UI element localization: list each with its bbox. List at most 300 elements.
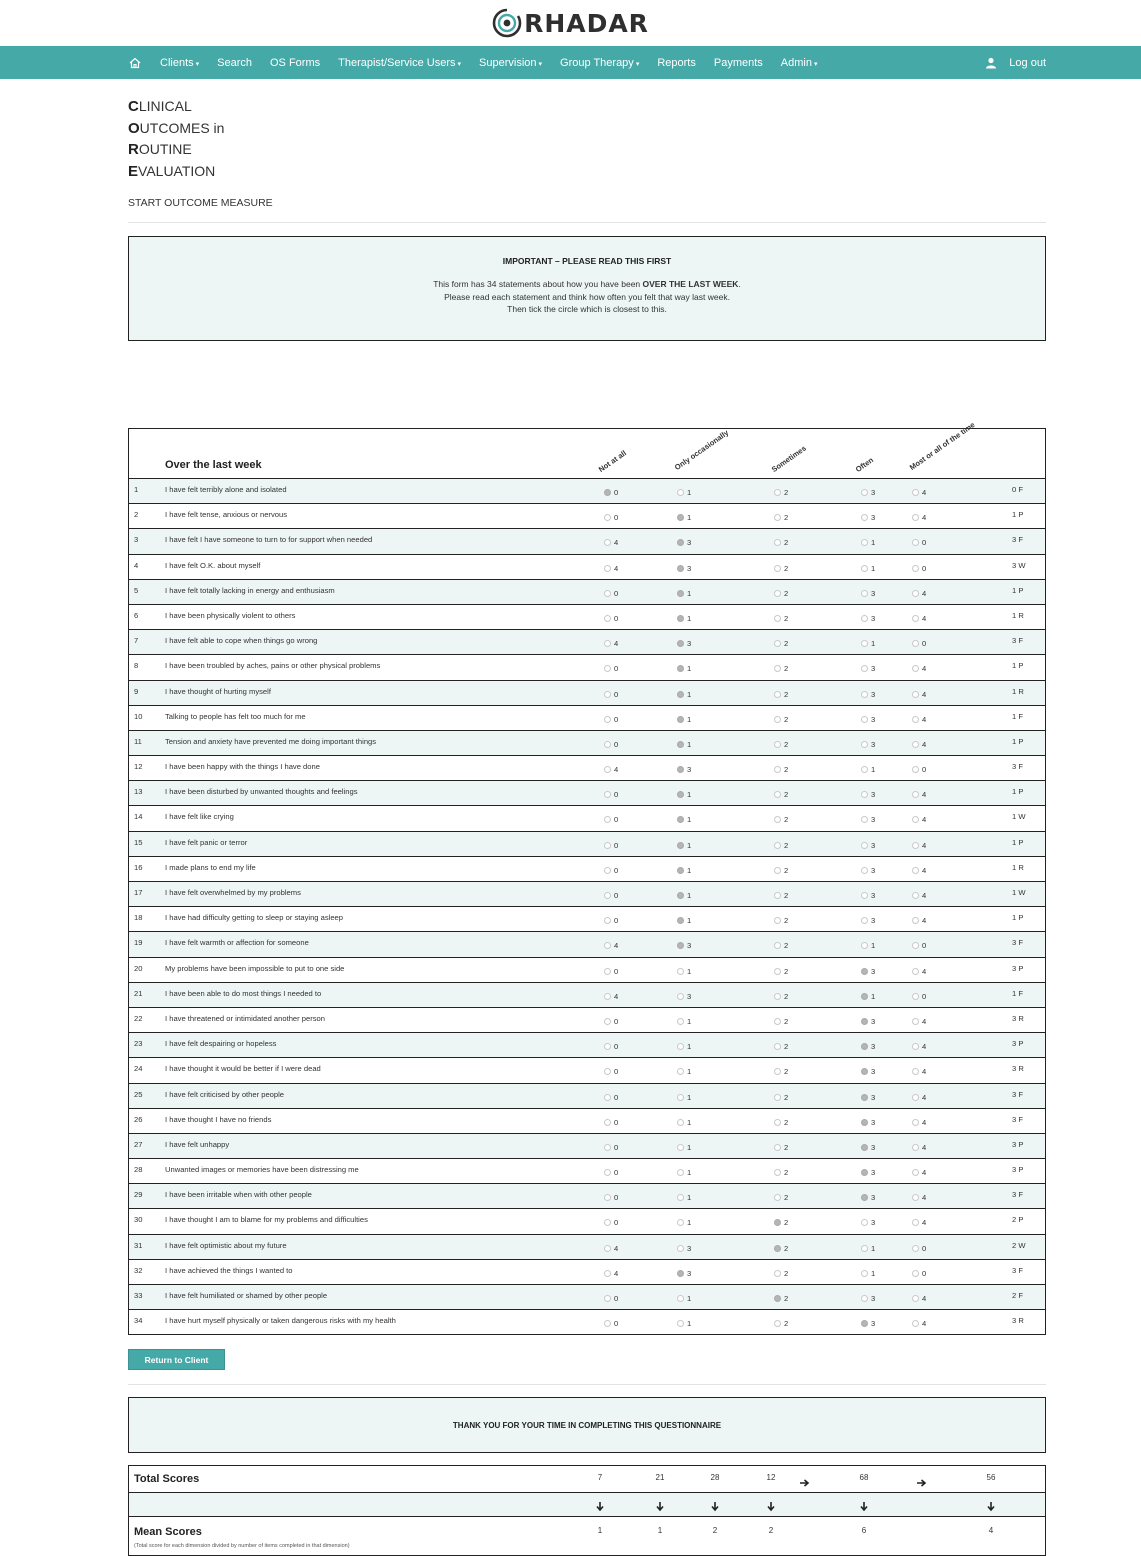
answer-option[interactable] [677, 614, 691, 623]
radio-button[interactable] [604, 791, 611, 798]
radio-button[interactable] [774, 993, 781, 1000]
answer-option[interactable] [604, 1168, 618, 1177]
answer-option[interactable] [677, 1143, 691, 1152]
answer-option[interactable] [861, 815, 875, 824]
nav-item-therapist-service-users[interactable] [338, 57, 461, 69]
answer-option[interactable] [677, 564, 691, 573]
answer-option[interactable] [604, 589, 618, 598]
radio-button[interactable] [912, 1068, 919, 1075]
radio-button[interactable] [861, 640, 868, 647]
answer-option[interactable] [861, 765, 875, 774]
answer-option[interactable] [604, 1218, 618, 1227]
radio-button[interactable] [604, 1018, 611, 1025]
radio-button[interactable] [912, 766, 919, 773]
answer-option[interactable] [604, 538, 618, 547]
answer-option[interactable] [774, 967, 788, 976]
radio-button[interactable] [774, 1169, 781, 1176]
answer-option[interactable] [912, 639, 926, 648]
radio-button[interactable] [912, 842, 919, 849]
radio-button[interactable] [861, 816, 868, 823]
radio-button[interactable] [861, 867, 868, 874]
radio-button[interactable] [912, 1018, 919, 1025]
radio-button[interactable] [912, 1320, 919, 1327]
nav-item-group-therapy[interactable] [560, 57, 639, 69]
answer-option[interactable] [677, 1294, 691, 1303]
radio-button[interactable] [861, 917, 868, 924]
radio-button[interactable] [774, 1320, 781, 1327]
radio-button[interactable] [912, 640, 919, 647]
nav-item-search[interactable] [217, 57, 252, 69]
radio-button[interactable] [861, 1219, 868, 1226]
answer-option[interactable] [677, 664, 691, 673]
answer-option[interactable] [861, 1017, 875, 1026]
answer-option[interactable] [912, 815, 926, 824]
answer-option[interactable] [912, 790, 926, 799]
radio-button[interactable] [861, 691, 868, 698]
radio-button[interactable] [912, 691, 919, 698]
radio-button[interactable] [861, 514, 868, 521]
radio-button[interactable] [774, 716, 781, 723]
radio-button[interactable] [677, 741, 684, 748]
answer-option[interactable] [861, 1042, 875, 1051]
answer-option[interactable] [774, 614, 788, 623]
radio-button[interactable] [861, 615, 868, 622]
answer-option[interactable] [604, 866, 618, 875]
answer-option[interactable] [912, 1218, 926, 1227]
answer-option[interactable] [912, 841, 926, 850]
radio-button[interactable] [774, 1068, 781, 1075]
home-icon[interactable] [128, 56, 142, 70]
radio-button[interactable] [677, 590, 684, 597]
radio-button[interactable] [774, 791, 781, 798]
radio-button[interactable] [604, 665, 611, 672]
radio-button[interactable] [604, 691, 611, 698]
answer-option[interactable] [774, 992, 788, 1001]
answer-option[interactable] [861, 916, 875, 925]
radio-button[interactable] [677, 892, 684, 899]
nav-item-payments[interactable] [714, 57, 763, 69]
nav-item-os-forms[interactable] [270, 57, 320, 69]
radio-button[interactable] [604, 1270, 611, 1277]
answer-option[interactable] [774, 1143, 788, 1152]
answer-option[interactable] [774, 664, 788, 673]
radio-button[interactable] [774, 1295, 781, 1302]
answer-option[interactable] [677, 1093, 691, 1102]
answer-option[interactable] [677, 815, 691, 824]
answer-option[interactable] [861, 1319, 875, 1328]
answer-option[interactable] [774, 866, 788, 875]
answer-option[interactable] [912, 1143, 926, 1152]
radio-button[interactable] [604, 993, 611, 1000]
radio-button[interactable] [774, 1018, 781, 1025]
answer-option[interactable] [861, 664, 875, 673]
answer-option[interactable] [774, 488, 788, 497]
radio-button[interactable] [677, 1144, 684, 1151]
answer-option[interactable] [912, 967, 926, 976]
answer-option[interactable] [677, 538, 691, 547]
logout-link[interactable]: Log out [1009, 56, 1046, 69]
radio-button[interactable] [604, 917, 611, 924]
answer-option[interactable] [912, 941, 926, 950]
radio-button[interactable] [677, 766, 684, 773]
radio-button[interactable] [774, 489, 781, 496]
answer-option[interactable] [861, 564, 875, 573]
answer-option[interactable] [604, 1294, 618, 1303]
answer-option[interactable] [912, 1193, 926, 1202]
radio-button[interactable] [774, 816, 781, 823]
answer-option[interactable] [861, 715, 875, 724]
radio-button[interactable] [604, 1144, 611, 1151]
radio-button[interactable] [677, 1320, 684, 1327]
radio-button[interactable] [677, 791, 684, 798]
radio-button[interactable] [774, 1245, 781, 1252]
radio-button[interactable] [677, 816, 684, 823]
answer-option[interactable] [677, 1193, 691, 1202]
radio-button[interactable] [861, 791, 868, 798]
radio-button[interactable] [604, 766, 611, 773]
radio-button[interactable] [912, 489, 919, 496]
answer-option[interactable] [861, 1168, 875, 1177]
answer-option[interactable] [604, 1017, 618, 1026]
answer-option[interactable] [774, 1218, 788, 1227]
radio-button[interactable] [677, 1094, 684, 1101]
radio-button[interactable] [774, 867, 781, 874]
answer-option[interactable] [604, 891, 618, 900]
radio-button[interactable] [677, 993, 684, 1000]
radio-button[interactable] [604, 1043, 611, 1050]
answer-option[interactable] [677, 1042, 691, 1051]
radio-button[interactable] [604, 590, 611, 597]
radio-button[interactable] [912, 791, 919, 798]
answer-option[interactable] [774, 891, 788, 900]
radio-button[interactable] [861, 1320, 868, 1327]
answer-option[interactable] [861, 1093, 875, 1102]
answer-option[interactable] [677, 1319, 691, 1328]
answer-option[interactable] [861, 740, 875, 749]
radio-button[interactable] [912, 867, 919, 874]
answer-option[interactable] [604, 1093, 618, 1102]
answer-option[interactable] [774, 1319, 788, 1328]
answer-option[interactable] [774, 790, 788, 799]
answer-option[interactable] [774, 538, 788, 547]
radio-button[interactable] [861, 968, 868, 975]
answer-option[interactable] [912, 589, 926, 598]
answer-option[interactable] [604, 790, 618, 799]
radio-button[interactable] [604, 1068, 611, 1075]
radio-button[interactable] [774, 565, 781, 572]
radio-button[interactable] [912, 892, 919, 899]
answer-option[interactable] [912, 1244, 926, 1253]
answer-option[interactable] [912, 1093, 926, 1102]
radio-button[interactable] [774, 917, 781, 924]
answer-option[interactable] [677, 715, 691, 724]
radio-button[interactable] [861, 766, 868, 773]
radio-button[interactable] [677, 1245, 684, 1252]
radio-button[interactable] [912, 1194, 919, 1201]
answer-option[interactable] [912, 866, 926, 875]
answer-option[interactable] [677, 1067, 691, 1076]
answer-option[interactable] [774, 1118, 788, 1127]
answer-option[interactable] [604, 841, 618, 850]
answer-option[interactable] [912, 488, 926, 497]
answer-option[interactable] [677, 916, 691, 925]
answer-option[interactable] [774, 690, 788, 699]
answer-option[interactable] [912, 1067, 926, 1076]
answer-option[interactable] [861, 538, 875, 547]
radio-button[interactable] [604, 1320, 611, 1327]
radio-button[interactable] [677, 1043, 684, 1050]
radio-button[interactable] [861, 716, 868, 723]
radio-button[interactable] [604, 842, 611, 849]
radio-button[interactable] [677, 514, 684, 521]
answer-option[interactable] [677, 513, 691, 522]
radio-button[interactable] [677, 615, 684, 622]
radio-button[interactable] [604, 1295, 611, 1302]
answer-option[interactable] [912, 1042, 926, 1051]
radio-button[interactable] [677, 968, 684, 975]
radio-button[interactable] [861, 1119, 868, 1126]
answer-option[interactable] [912, 765, 926, 774]
radio-button[interactable] [774, 1043, 781, 1050]
answer-option[interactable] [677, 589, 691, 598]
radio-button[interactable] [861, 1068, 868, 1075]
radio-button[interactable] [861, 565, 868, 572]
radio-button[interactable] [604, 539, 611, 546]
radio-button[interactable] [774, 691, 781, 698]
answer-option[interactable] [861, 513, 875, 522]
radio-button[interactable] [774, 640, 781, 647]
answer-option[interactable] [677, 740, 691, 749]
answer-option[interactable] [861, 1269, 875, 1278]
radio-button[interactable] [912, 1119, 919, 1126]
answer-option[interactable] [912, 891, 926, 900]
answer-option[interactable] [677, 992, 691, 1001]
radio-button[interactable] [604, 968, 611, 975]
answer-option[interactable] [604, 1143, 618, 1152]
answer-option[interactable] [912, 1294, 926, 1303]
answer-option[interactable] [677, 841, 691, 850]
answer-option[interactable] [604, 488, 618, 497]
answer-option[interactable] [604, 992, 618, 1001]
answer-option[interactable] [912, 992, 926, 1001]
radio-button[interactable] [774, 741, 781, 748]
radio-button[interactable] [774, 1270, 781, 1277]
radio-button[interactable] [912, 1043, 919, 1050]
answer-option[interactable] [774, 1093, 788, 1102]
radio-button[interactable] [912, 1094, 919, 1101]
answer-option[interactable] [912, 564, 926, 573]
answer-option[interactable] [912, 538, 926, 547]
radio-button[interactable] [912, 590, 919, 597]
radio-button[interactable] [774, 665, 781, 672]
answer-option[interactable] [604, 1067, 618, 1076]
radio-button[interactable] [912, 917, 919, 924]
answer-option[interactable] [677, 891, 691, 900]
radio-button[interactable] [677, 1018, 684, 1025]
answer-option[interactable] [604, 1269, 618, 1278]
radio-button[interactable] [774, 514, 781, 521]
radio-button[interactable] [774, 1219, 781, 1226]
radio-button[interactable] [861, 1194, 868, 1201]
radio-button[interactable] [861, 942, 868, 949]
answer-option[interactable] [604, 1118, 618, 1127]
answer-option[interactable] [861, 1193, 875, 1202]
answer-option[interactable] [861, 941, 875, 950]
radio-button[interactable] [861, 1144, 868, 1151]
answer-option[interactable] [774, 1244, 788, 1253]
answer-option[interactable] [861, 690, 875, 699]
radio-button[interactable] [604, 942, 611, 949]
answer-option[interactable] [861, 1067, 875, 1076]
radio-button[interactable] [677, 665, 684, 672]
answer-option[interactable] [604, 941, 618, 950]
nav-item-reports[interactable] [657, 57, 696, 69]
answer-option[interactable] [604, 1193, 618, 1202]
answer-option[interactable] [912, 1017, 926, 1026]
user-icon[interactable] [985, 57, 997, 69]
answer-option[interactable] [604, 513, 618, 522]
answer-option[interactable] [861, 639, 875, 648]
answer-option[interactable] [774, 740, 788, 749]
radio-button[interactable] [604, 1219, 611, 1226]
radio-button[interactable] [677, 867, 684, 874]
radio-button[interactable] [912, 1270, 919, 1277]
answer-option[interactable] [861, 589, 875, 598]
radio-button[interactable] [604, 741, 611, 748]
radio-button[interactable] [604, 1169, 611, 1176]
answer-option[interactable] [677, 765, 691, 774]
answer-option[interactable] [677, 967, 691, 976]
answer-option[interactable] [774, 1042, 788, 1051]
nav-item-clients[interactable] [160, 57, 199, 69]
radio-button[interactable] [774, 615, 781, 622]
answer-option[interactable] [912, 916, 926, 925]
radio-button[interactable] [677, 1119, 684, 1126]
answer-option[interactable] [861, 1118, 875, 1127]
radio-button[interactable] [774, 539, 781, 546]
answer-option[interactable] [677, 866, 691, 875]
answer-option[interactable] [861, 992, 875, 1001]
radio-button[interactable] [604, 1119, 611, 1126]
radio-button[interactable] [774, 1194, 781, 1201]
answer-option[interactable] [912, 690, 926, 699]
answer-option[interactable] [604, 765, 618, 774]
radio-button[interactable] [912, 741, 919, 748]
radio-button[interactable] [861, 1270, 868, 1277]
nav-item-supervision[interactable] [479, 57, 542, 69]
answer-option[interactable] [677, 1118, 691, 1127]
radio-button[interactable] [912, 968, 919, 975]
radio-button[interactable] [912, 816, 919, 823]
answer-option[interactable] [677, 941, 691, 950]
radio-button[interactable] [861, 892, 868, 899]
answer-option[interactable] [861, 967, 875, 976]
answer-option[interactable] [604, 1042, 618, 1051]
radio-button[interactable] [677, 716, 684, 723]
radio-button[interactable] [774, 968, 781, 975]
answer-option[interactable] [604, 614, 618, 623]
answer-option[interactable] [774, 1067, 788, 1076]
answer-option[interactable] [774, 1017, 788, 1026]
radio-button[interactable] [604, 716, 611, 723]
radio-button[interactable] [774, 1144, 781, 1151]
answer-option[interactable] [774, 513, 788, 522]
brand-logo[interactable] [492, 8, 649, 38]
answer-option[interactable] [604, 1319, 618, 1328]
radio-button[interactable] [861, 993, 868, 1000]
answer-option[interactable] [677, 488, 691, 497]
radio-button[interactable] [677, 842, 684, 849]
radio-button[interactable] [677, 1219, 684, 1226]
answer-option[interactable] [604, 740, 618, 749]
radio-button[interactable] [604, 867, 611, 874]
answer-option[interactable] [677, 1269, 691, 1278]
radio-button[interactable] [861, 1169, 868, 1176]
answer-option[interactable] [912, 664, 926, 673]
answer-option[interactable] [774, 1168, 788, 1177]
radio-button[interactable] [912, 993, 919, 1000]
radio-button[interactable] [774, 942, 781, 949]
radio-button[interactable] [774, 892, 781, 899]
radio-button[interactable] [912, 1245, 919, 1252]
answer-option[interactable] [774, 941, 788, 950]
answer-option[interactable] [677, 790, 691, 799]
radio-button[interactable] [677, 640, 684, 647]
radio-button[interactable] [912, 565, 919, 572]
answer-option[interactable] [861, 866, 875, 875]
answer-option[interactable] [861, 1294, 875, 1303]
radio-button[interactable] [677, 489, 684, 496]
radio-button[interactable] [912, 514, 919, 521]
radio-button[interactable] [861, 1018, 868, 1025]
answer-option[interactable] [912, 513, 926, 522]
radio-button[interactable] [677, 1068, 684, 1075]
answer-option[interactable] [774, 916, 788, 925]
radio-button[interactable] [604, 892, 611, 899]
answer-option[interactable] [604, 967, 618, 976]
radio-button[interactable] [912, 665, 919, 672]
radio-button[interactable] [861, 665, 868, 672]
radio-button[interactable] [604, 1245, 611, 1252]
answer-option[interactable] [912, 1319, 926, 1328]
radio-button[interactable] [677, 1169, 684, 1176]
answer-option[interactable] [861, 891, 875, 900]
answer-option[interactable] [604, 639, 618, 648]
radio-button[interactable] [604, 640, 611, 647]
answer-option[interactable] [861, 790, 875, 799]
answer-option[interactable] [861, 1143, 875, 1152]
answer-option[interactable] [774, 1193, 788, 1202]
answer-option[interactable] [604, 815, 618, 824]
answer-option[interactable] [774, 1269, 788, 1278]
radio-button[interactable] [912, 716, 919, 723]
radio-button[interactable] [912, 1169, 919, 1176]
answer-option[interactable] [604, 690, 618, 699]
answer-option[interactable] [912, 1168, 926, 1177]
answer-option[interactable] [861, 1244, 875, 1253]
answer-option[interactable] [677, 1017, 691, 1026]
answer-option[interactable] [912, 715, 926, 724]
answer-option[interactable] [912, 1118, 926, 1127]
radio-button[interactable] [912, 1144, 919, 1151]
radio-button[interactable] [861, 489, 868, 496]
nav-item-admin[interactable] [781, 57, 818, 69]
radio-button[interactable] [861, 1094, 868, 1101]
answer-option[interactable] [774, 815, 788, 824]
radio-button[interactable] [912, 942, 919, 949]
answer-option[interactable] [677, 690, 691, 699]
radio-button[interactable] [677, 691, 684, 698]
